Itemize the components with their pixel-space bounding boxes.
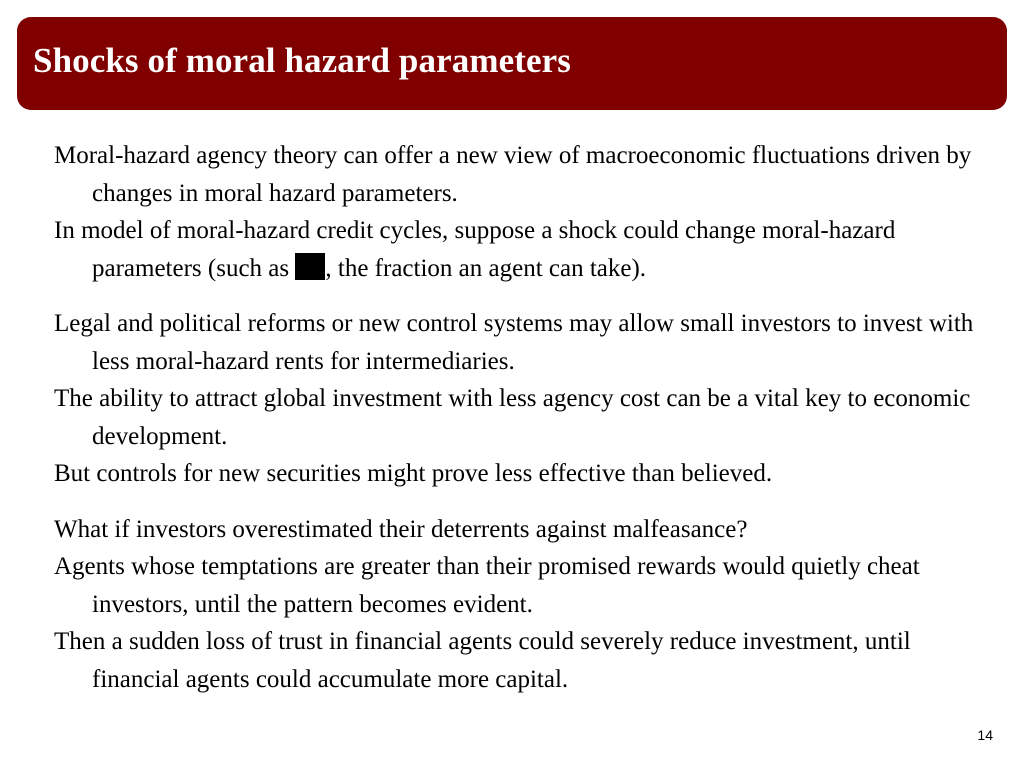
paragraph: But controls for new securities might prove less effective than believed. (54, 460, 773, 487)
page-number: 14 (977, 727, 993, 743)
paragraph: What if investors overestimated their deterrents against malfeasance? (54, 515, 748, 543)
paragraph: The ability to attract global investment with less agency cost can be a vital key to economic development. (54, 385, 971, 450)
title-bar (17, 17, 1007, 110)
slide-body (54, 137, 984, 698)
redacted-symbol (295, 253, 325, 280)
paragraph-group-2 (54, 305, 984, 493)
paragraph: Agents whose temptations are greater than their promised rewards would quietly cheat investors, until the pattern becomes evident. (54, 553, 920, 618)
paragraph: Legal and political reforms or new control systems may allow small investors to invest with less moral-hazard rents for intermediaries. (54, 310, 974, 375)
paragraph: Then a sudden loss of trust in financial agents could severely reduce investment, until financial agents could accumulate more capital. (54, 628, 911, 693)
paragraph-text-after: , the fraction an agent can take). (325, 254, 647, 282)
paragraph-group-1 (54, 137, 984, 287)
paragraph-with-redaction (54, 212, 984, 287)
paragraph: Moral-hazard agency theory can offer a new view of macroeconomic fluctuations driven by changes in moral hazard parameters. (54, 142, 972, 207)
paragraph-text-before: In model of moral-hazard credit cycles, suppose a shock could change moral-hazard parameters (such as (54, 217, 896, 282)
slide-title: Shocks of moral hazard parameters (33, 41, 571, 80)
paragraph-group-3 (54, 511, 984, 699)
